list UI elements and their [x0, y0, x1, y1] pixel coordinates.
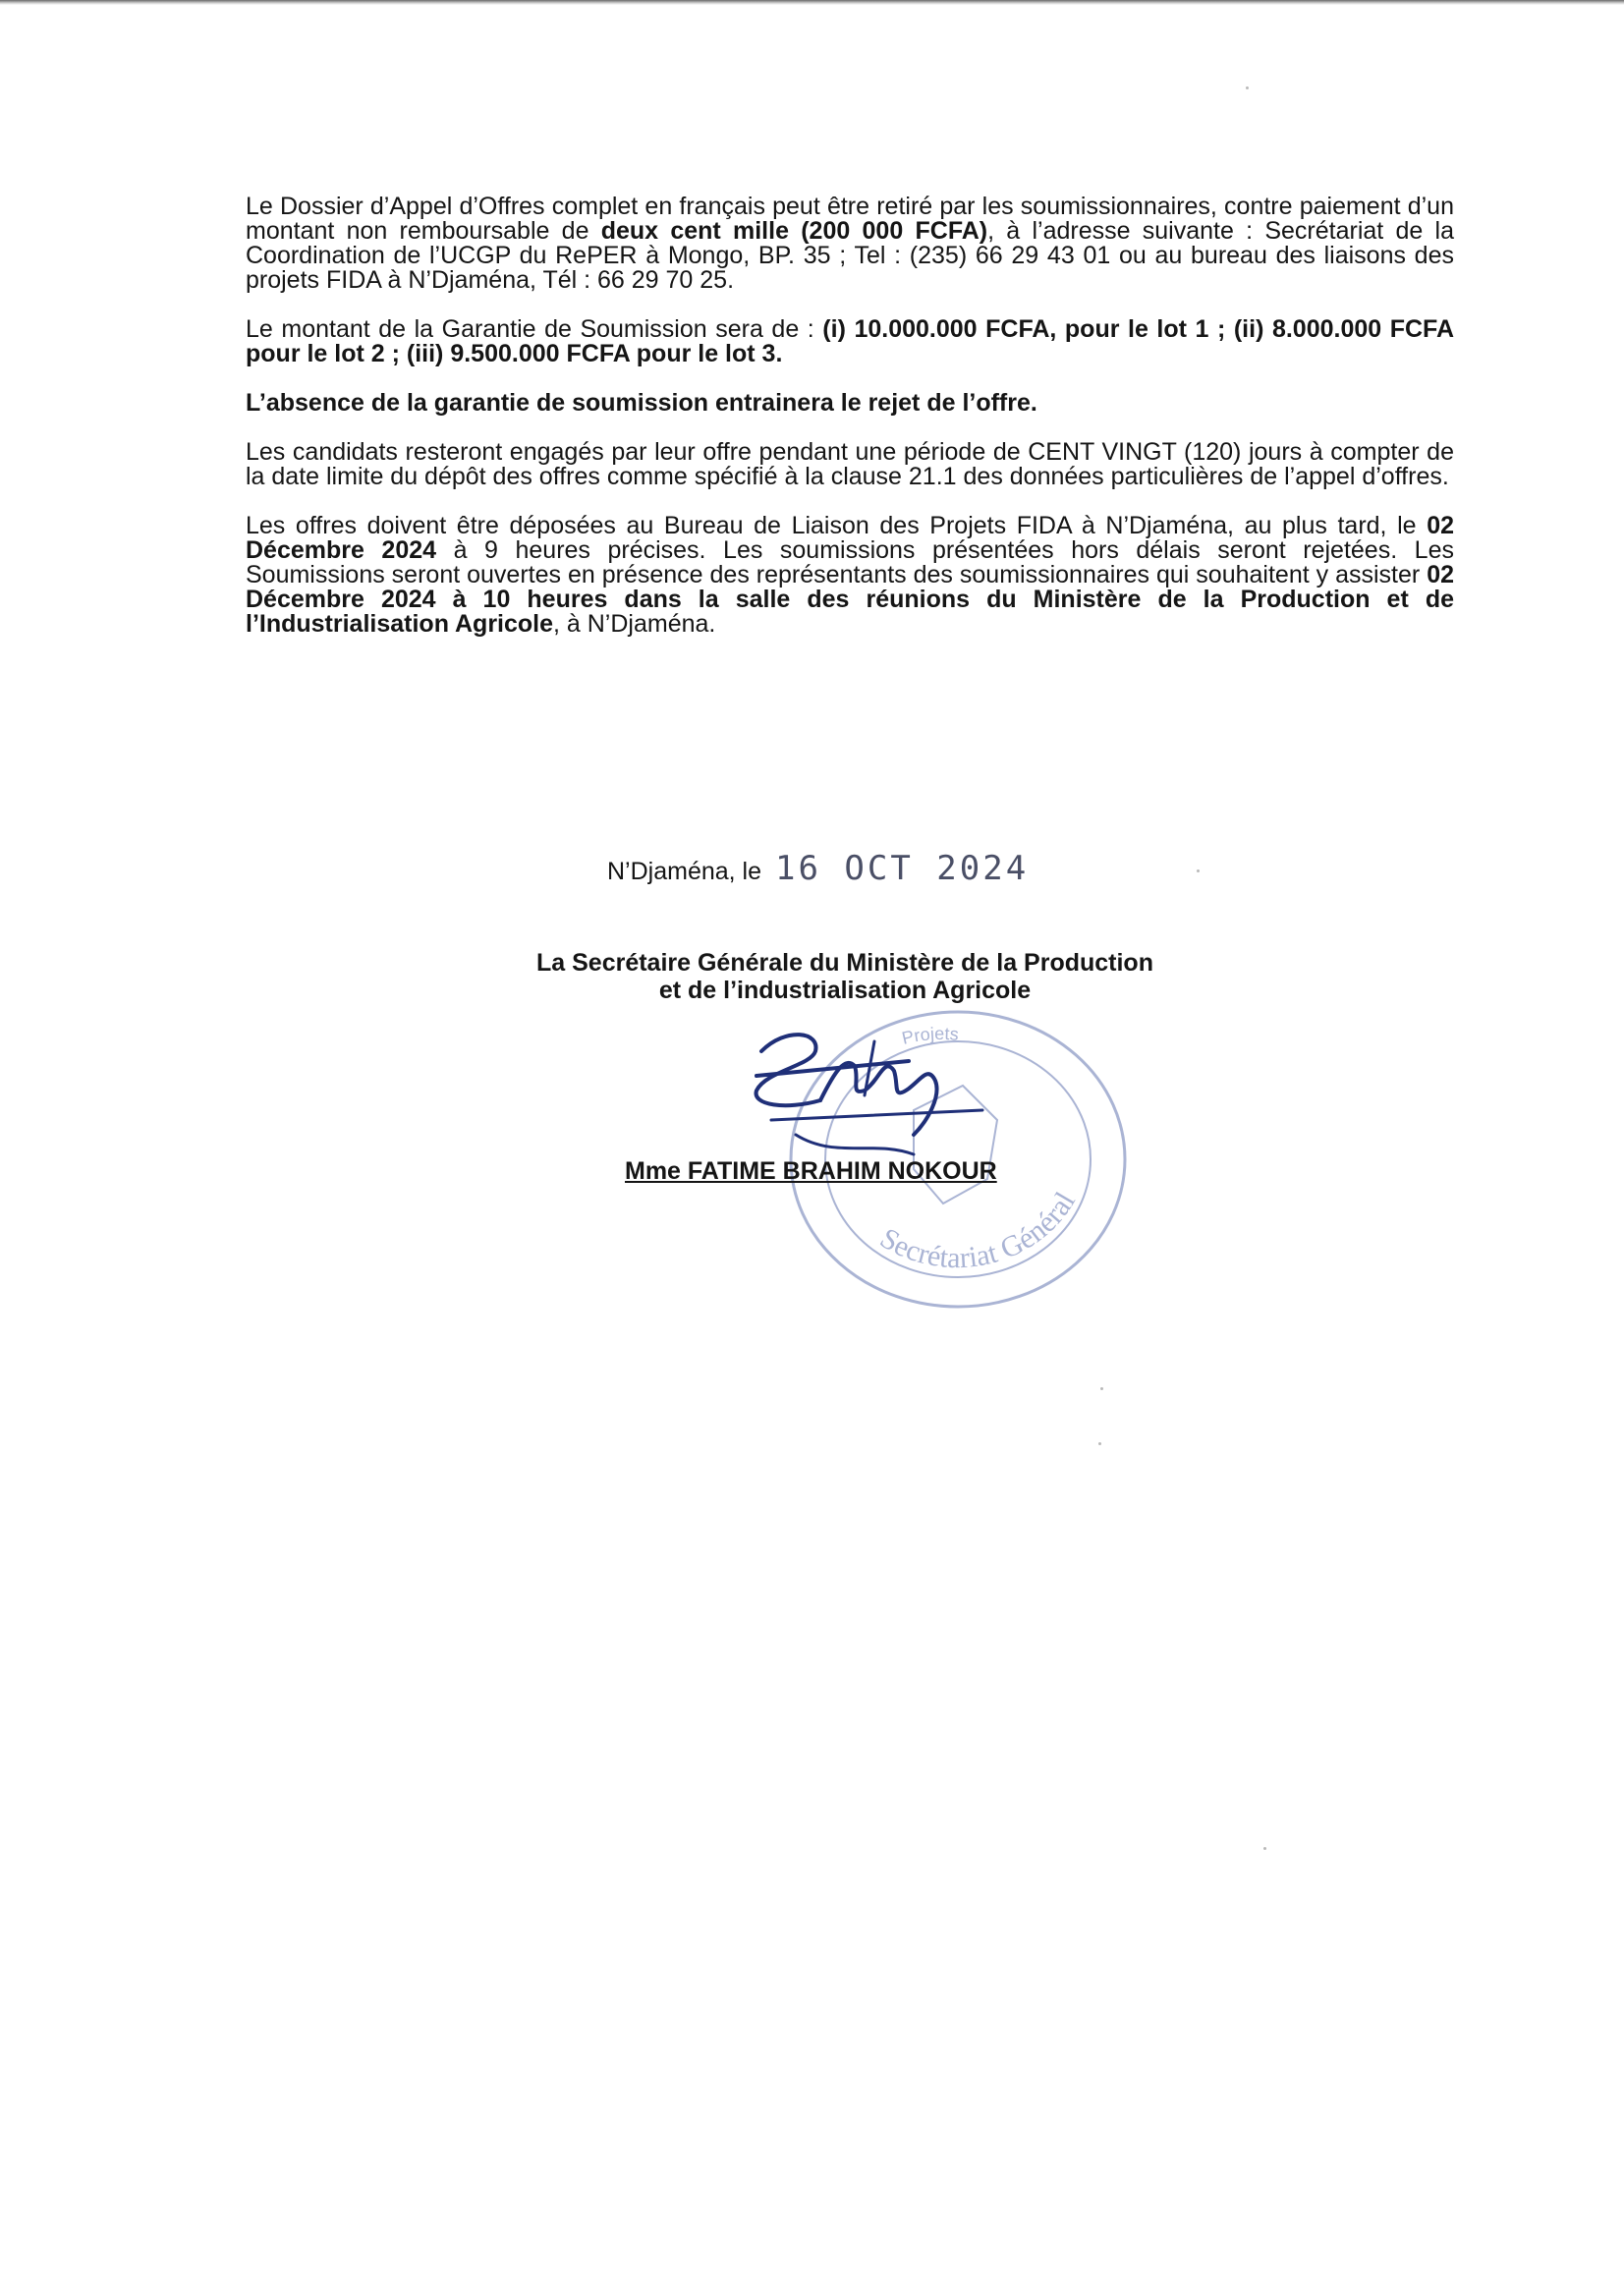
paragraph-text: à 9 heures précises. Les soumissions présentées hors délais seront rejetées. Les Soumissions seront ouvertes en présence des représentants des soumissionnaires qui souhaitent y assister — [246, 536, 1454, 588]
paragraph-text: Les candidats resteront engagés par leur offre pendant une période de CENT VINGT (120) jours à compter de la date limite du dépôt des offres comme spécifié à la clause 21.1 des données particulières de l’appel d’offres. — [246, 438, 1454, 490]
paragraph-emphasis: 02 Décembre 2024 — [246, 512, 1454, 564]
date-stamp: 16 OCT 2024 — [775, 849, 1030, 888]
signatory-name: Mme FATIME BRAHIM NOKOUR — [625, 1157, 997, 1185]
signatory-title-line: La Secrétaire Générale du Ministère de la Production — [536, 949, 1153, 977]
handwritten-signature — [727, 1012, 1032, 1164]
paragraph-validity — [246, 440, 1454, 489]
notice-body — [246, 195, 1454, 661]
scan-speck — [1098, 1442, 1101, 1445]
scan-speck — [1246, 86, 1249, 89]
scan-top-edge — [0, 0, 1624, 5]
paragraph-text: , à l’adresse suivante : Secrétariat de la Coordination de l’UCGP du RePER à Mongo, BP. 35 ; Tel : (235) 66 29 43 01 ou au bureau des liaisons des projets FIDA à N’Djaména, Tél : 66 29 70 25. — [246, 217, 1454, 294]
paragraph-text: , à N’Djaména. — [553, 610, 716, 638]
paragraph-text: Le Dossier d’Appel d’Offres complet en français peut être retiré par les soumissionnaires, contre paiement d’un montant non remboursable de — [246, 193, 1454, 245]
paragraph-emphasis: deux cent mille (200 000 FCFA) — [600, 217, 988, 245]
date-prefix: N’Djaména, le — [607, 858, 762, 885]
paragraph-emphasis: L’absence de la garantie de soumission entrainera le rejet de l’offre. — [246, 389, 1037, 417]
paragraph-bid-guarantee — [246, 317, 1454, 366]
paragraph-emphasis: (i) 10.000.000 FCFA, pour le lot 1 ; (ii) 8.000.000 FCFA pour le lot 2 ; (iii) 9.500.000 FCFA pour le lot 3. — [246, 315, 1455, 367]
signatory-title-line: et de l’industrialisation Agricole — [658, 977, 1032, 1004]
paragraph-tender-file — [246, 195, 1454, 293]
scan-speck — [1100, 1387, 1103, 1390]
scan-speck — [1197, 869, 1200, 872]
seal-inner-text: Secrétariat Général — [874, 1186, 1082, 1275]
scan-speck — [1263, 1847, 1266, 1850]
paragraph-text: Les offres doivent être déposées au Bureau de Liaison des Projets FIDA à N’Djaména, au plus tard, le — [246, 512, 1428, 539]
paragraph-guarantee-required — [246, 391, 1454, 416]
seal-outer-text: Projets — [900, 1023, 960, 1048]
paragraph-emphasis: 02 Décembre 2024 à 10 heures dans la salle des réunions du Ministère de la Production et de l’Industrialisation Agricole — [246, 561, 1454, 638]
place-date-line — [607, 849, 1029, 888]
paragraph-submission — [246, 514, 1454, 637]
paragraph-text: Le montant de la Garantie de Soumission sera de : — [246, 315, 823, 343]
